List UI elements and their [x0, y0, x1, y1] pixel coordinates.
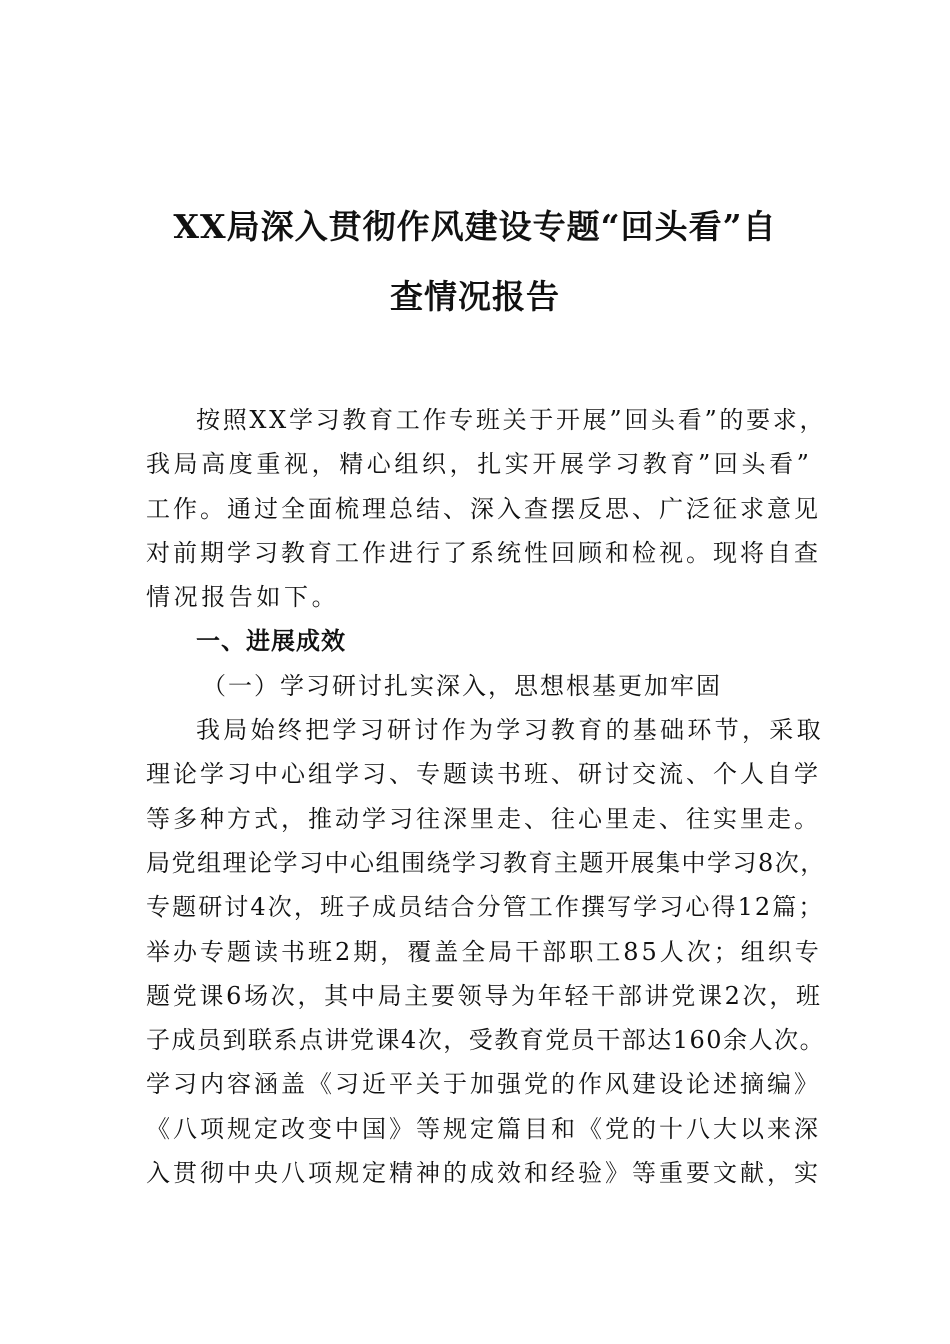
paragraph-line: 我局始终把学习研讨作为学习教育的基础环节，采取	[196, 716, 824, 745]
paragraph-line: 理论学习中心组学习、专题读书班、研讨交流、个人自学	[146, 760, 821, 789]
paragraph-line: 情况报告如下。	[146, 583, 340, 612]
paragraph-line: 对前期学习教育工作进行了系统性回顾和检视。现将自查	[146, 538, 821, 567]
title-line-1: XX局深入贯彻作风建设专题“回头看”自	[173, 207, 777, 246]
subsection-heading: （一）学习研讨扎实深入，思想根基更加牢固	[202, 671, 722, 700]
paragraph-line: 举办专题读书班2期，覆盖全局干部职工85人次；组织专	[146, 937, 822, 966]
paragraph-line: 子成员到联系点讲党课4次，受教育党员干部达160余人次。	[146, 1026, 826, 1055]
paragraph-line: 学习内容涵盖《习近平关于加强党的作风建设论述摘编》	[146, 1070, 821, 1099]
paragraph-line: 局党组理论学习中心组围绕学习教育主题开展集中学习8次，	[146, 848, 826, 877]
paragraph-line: 《八项规定改变中国》等规定篇目和《党的十八大以来深	[146, 1114, 821, 1143]
paragraph-line: 专题研讨4次，班子成员结合分管工作撰写学习心得12篇；	[146, 893, 825, 922]
paragraph-line: 等多种方式，推动学习往深里走、往心里走、往实里走。	[146, 804, 821, 833]
paragraph-line: 按照XX学习教育工作专班关于开展”回头看”的要求，	[196, 406, 827, 434]
document-title	[120, 192, 830, 332]
paragraph-line: 我局高度重视，精心组织，扎实开展学习教育”回头看”	[146, 450, 813, 479]
paragraph-line: 工作。通过全面梳理总结、深入查摆反思、广泛征求意见	[146, 494, 821, 523]
paragraph-line: 入贯彻中央八项规定精神的成效和经验》等重要文献，实	[146, 1159, 821, 1188]
document-body	[146, 398, 826, 1195]
section-heading: 一、进展成效	[196, 627, 346, 656]
title-line-2: 查情况报告	[390, 277, 560, 316]
paragraph-line: 题党课6场次，其中局主要领导为年轻干部讲党课2次，班	[146, 981, 823, 1010]
